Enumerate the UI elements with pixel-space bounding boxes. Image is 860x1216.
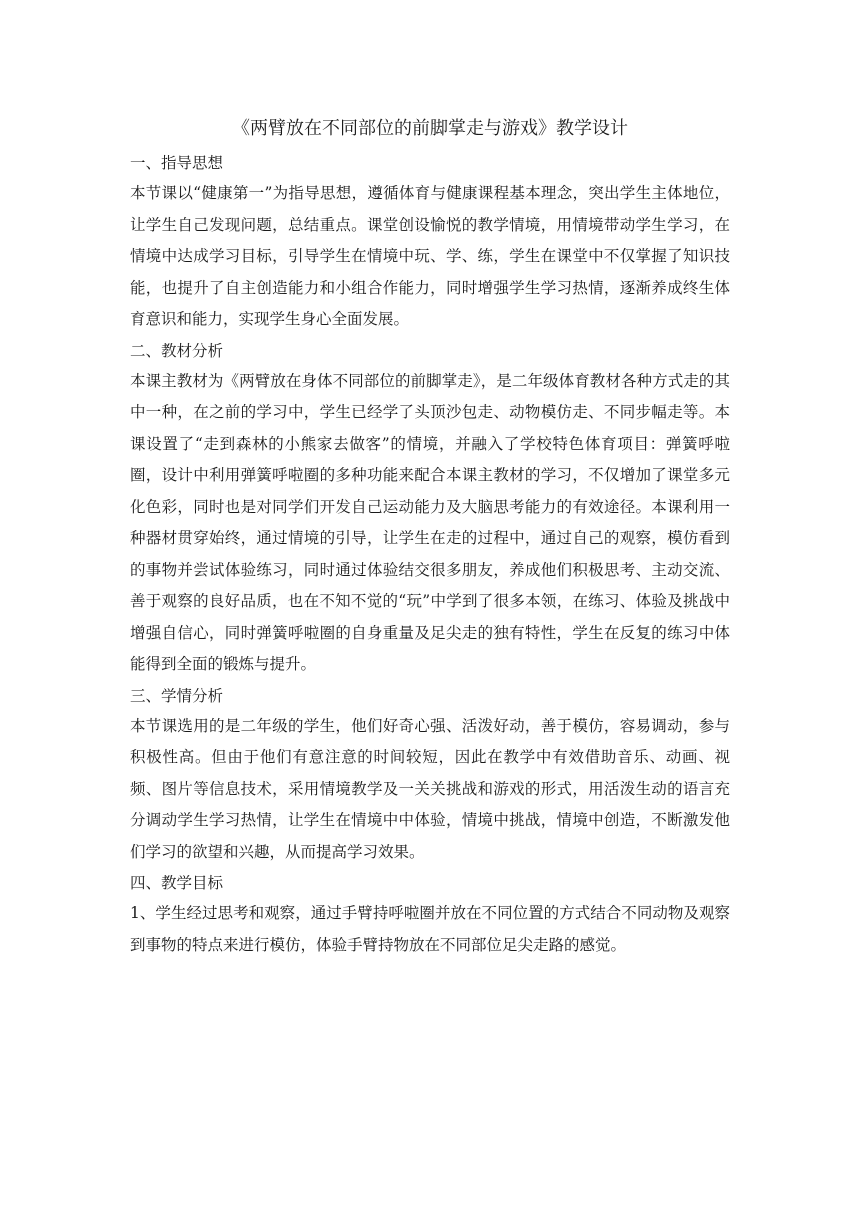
section-paragraph: 本节课以“健康第一”为指导思想，遵循体育与健康课程基本理念，突出学生主体地位，让学生自己发现问题，总结重点。课堂创设愉悦的教学情境，用情境带动学生学习，在情境中达成学习目标，引导学生在情境中玩、学、练，学生在课堂中不仅掌握了知识技能，也提升了自主创造能力和小组合作能力，同时增强学生学习热情，逐渐养成终生体育意识和能力，实现学生身心全面发展。: [130, 184, 730, 328]
section-student-analysis: [130, 681, 730, 869]
document-page: [130, 114, 730, 961]
section-heading: 二、教材分析: [130, 341, 224, 360]
section-teaching-objectives: [130, 868, 730, 961]
section-paragraph: 1、学生经过思考和观察，通过手臂持呼啦圈并放在不同位置的方式结合不同动物及观察到事物的特点来进行模仿，体验手臂持物放在不同部位足尖走路的感觉。: [130, 904, 730, 954]
section-heading: 一、指导思想: [130, 154, 224, 172]
section-guiding-thought: [130, 148, 730, 336]
section-paragraph: 本课主教材为《两臂放在身体不同部位的前脚掌走》，是二年级体育教材各种方式走的其中一种，在之前的学习中，学生已经学了头顶沙包走、动物模仿走、不同步幅走等。本课设置了“走到森林的小熊家去做客”的情境，并融入了学校特色体育项目：弹簧呼啦圈，设计中利用弹簧呼啦圈的多种功能来配合本课主教材的学习，不仅增加了课堂多元化色彩，同时也是对同学们开发自己运动能力及大脑思考能力的有效途径。本课利用一种器材贯穿始终，通过情境的引导，让学生在走的过程中，通过自己的观察，模仿看到的事物并尝试体验练习，同时通过体验结交很多朋友，养成他们积极思考、主动交流、善于观察的良好品质，也在不知不觉的“玩”中学到了很多本领，在练习、体验及挑战中增强自信心，同时弹簧呼啦圈的自身重量及足尖走的独有特性，学生在反复的练习中体能得到全面的锻炼与提升。: [130, 371, 730, 673]
section-material-analysis: [130, 336, 730, 681]
section-paragraph: 本节课选用的是二年级的学生，他们好奇心强、活泼好动，善于模仿，容易调动，参与积极性高。但由于他们有意注意的时间较短，因此在教学中有效借助音乐、动画、视频、图片等信息技术，采用情境教学及一关关挑战和游戏的形式，用活泼生动的语言充分调动学生学习热情，让学生在情境中中体验，情境中挑战，情境中创造，不断激发他们学习的欲望和兴趣，从而提高学习效果。: [130, 716, 730, 861]
document-title: 《两臂放在不同部位的前脚掌走与游戏》教学设计: [232, 118, 628, 139]
section-heading: 四、教学目标: [130, 874, 224, 892]
section-heading: 三、学情分析: [130, 686, 224, 705]
